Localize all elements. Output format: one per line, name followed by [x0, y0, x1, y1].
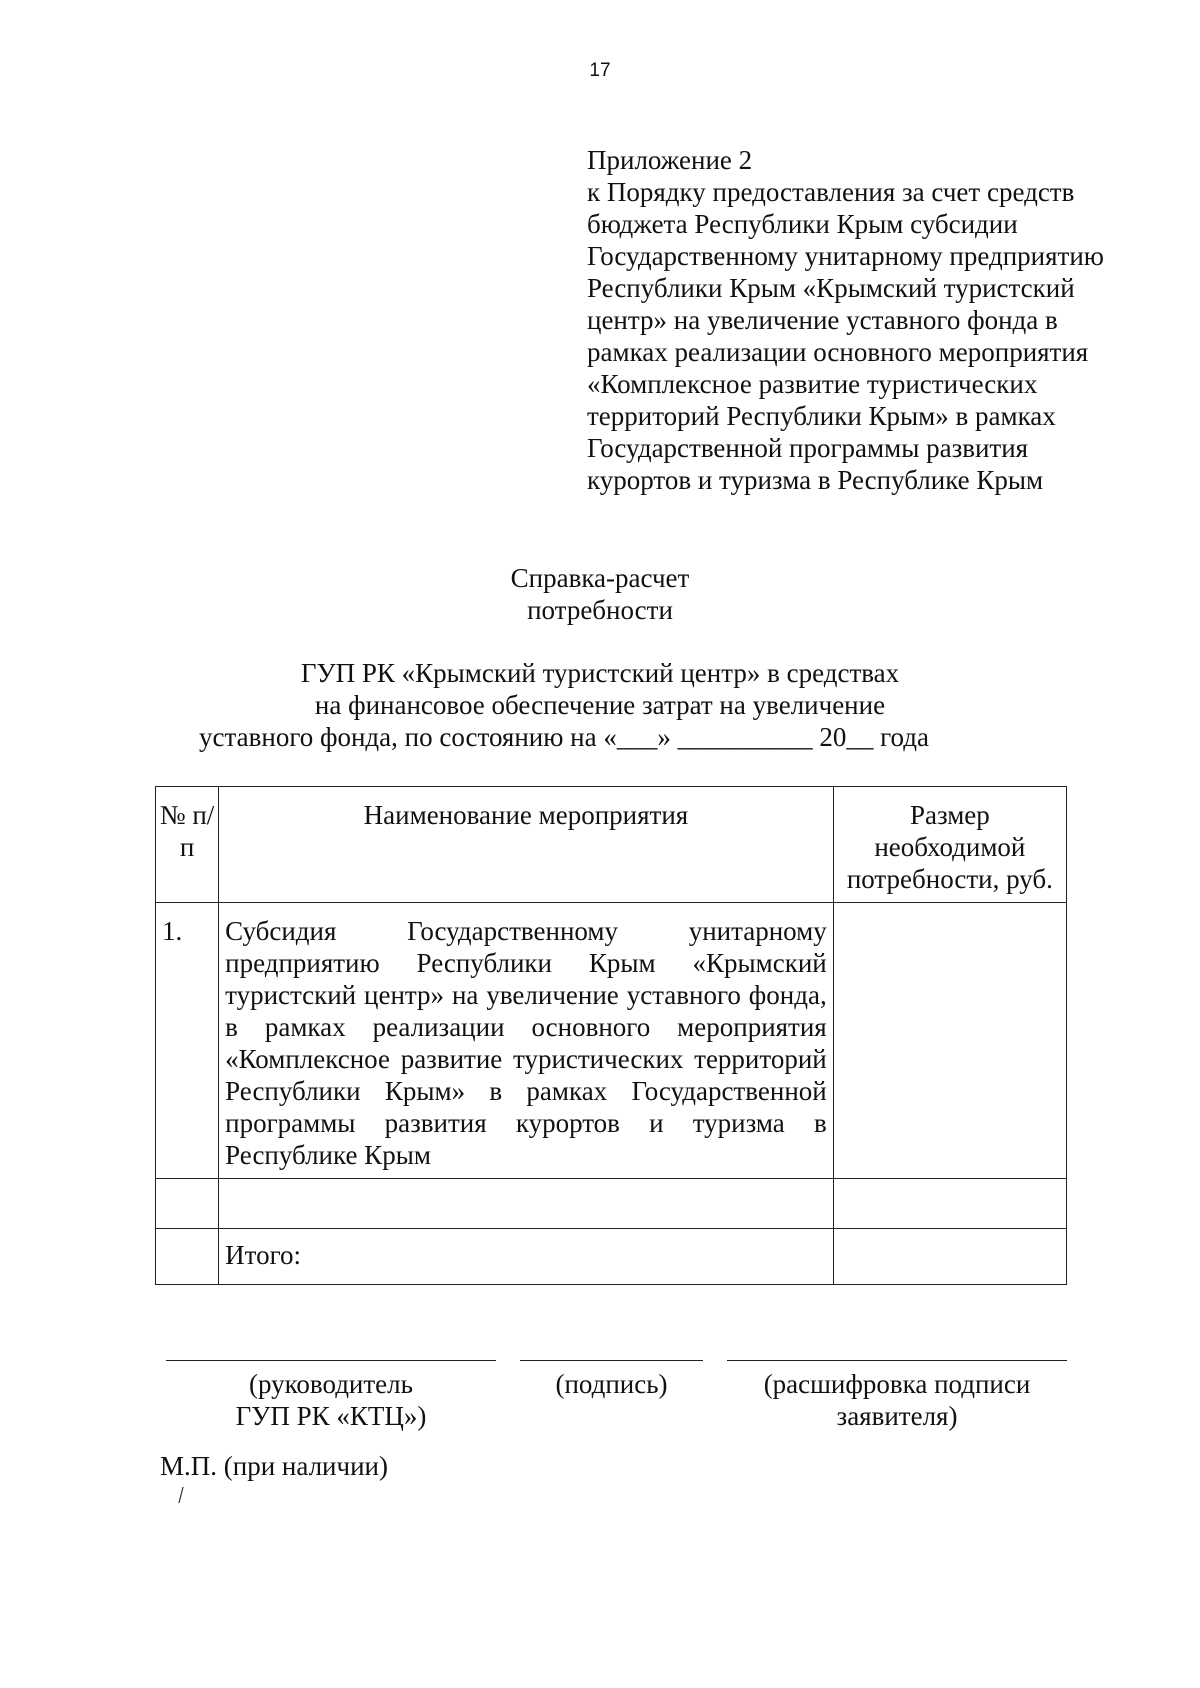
appendix-line: Приложение 2	[587, 145, 753, 175]
title-line-2: потребности	[527, 595, 673, 625]
subtitle-line-3: уставного фонда, по состоянию на «___» __________ 20__ года	[199, 722, 929, 752]
pen-mark	[178, 1486, 184, 1504]
head-caption-line-1: (руководитель	[249, 1369, 413, 1399]
header-number: № п/п	[156, 787, 219, 903]
page-number: 17	[589, 60, 611, 81]
document-title	[0, 562, 1200, 626]
subtitle-line-1: ГУП РК «Крымский туристский центр» в средствах	[300, 658, 900, 688]
stamp-placeholder: М.П. (при наличии)	[160, 1451, 388, 1481]
title-line-1: Справка-расчет	[510, 563, 690, 593]
row-amount	[833, 903, 1066, 1179]
appendix-line: бюджета Республики Крым субсидии	[587, 209, 1018, 239]
total-amount	[833, 1229, 1066, 1285]
empty-cell	[156, 1229, 219, 1285]
table-header-row	[156, 787, 1067, 903]
appendix-line: курортов и туризма в Республике Крым	[587, 465, 1044, 495]
row-name: Субсидия Государственному унитарному предприятию Республики Крым «Крымский туристский центр» на увеличение уставного фонда, в рамках реализации основного мероприятия «Комплексное развитие туристических территорий Республики Крым» в рамках Государственной программы развития курортов и туризма в Республике Крым	[219, 903, 834, 1179]
table-row-empty	[156, 1179, 1067, 1229]
signature-caption: (подпись)	[555, 1369, 668, 1399]
decoding-caption	[727, 1368, 1067, 1432]
empty-cell	[156, 1179, 219, 1229]
total-label: Итого:	[219, 1229, 834, 1285]
table-total-row	[156, 1229, 1067, 1285]
head-caption-line-2: ГУП РК «КТЦ»)	[235, 1401, 427, 1431]
decoding-caption-line-2: заявителя)	[836, 1401, 958, 1431]
requirements-table	[155, 786, 1067, 1285]
appendix-line: Государственной программы развития	[587, 433, 1029, 463]
appendix-line: к Порядку предоставления за счет средств	[587, 177, 1075, 207]
appendix-line: рамках реализации основного мероприятия	[587, 337, 1089, 367]
subtitle-line-2: на финансовое обеспечение затрат на увеличение	[314, 690, 886, 720]
appendix-line: Государственному унитарному предприятию	[587, 241, 1104, 271]
header-amount: Размер необходимой потребности, руб.	[833, 787, 1066, 903]
table-row	[156, 903, 1067, 1179]
header-name: Наименование мероприятия	[219, 787, 834, 903]
decoding-caption-line-1: (расшифровка подписи	[763, 1369, 1031, 1399]
head-caption	[166, 1368, 496, 1432]
row-number: 1.	[156, 903, 219, 1179]
document-subtitle	[0, 657, 1200, 753]
appendix-line: территорий Республики Крым» в рамках	[587, 401, 1056, 431]
appendix-header	[587, 144, 1147, 496]
appendix-line: центр» на увеличение уставного фонда в	[587, 305, 1058, 335]
signature-line	[520, 1360, 703, 1361]
head-signature-line	[166, 1360, 496, 1361]
appendix-line: «Комплексное развитие туристических	[587, 369, 1038, 399]
empty-cell	[219, 1179, 834, 1229]
appendix-line: Республики Крым «Крымский туристский	[587, 273, 1075, 303]
decoding-signature-line	[727, 1360, 1067, 1361]
empty-cell	[833, 1179, 1066, 1229]
